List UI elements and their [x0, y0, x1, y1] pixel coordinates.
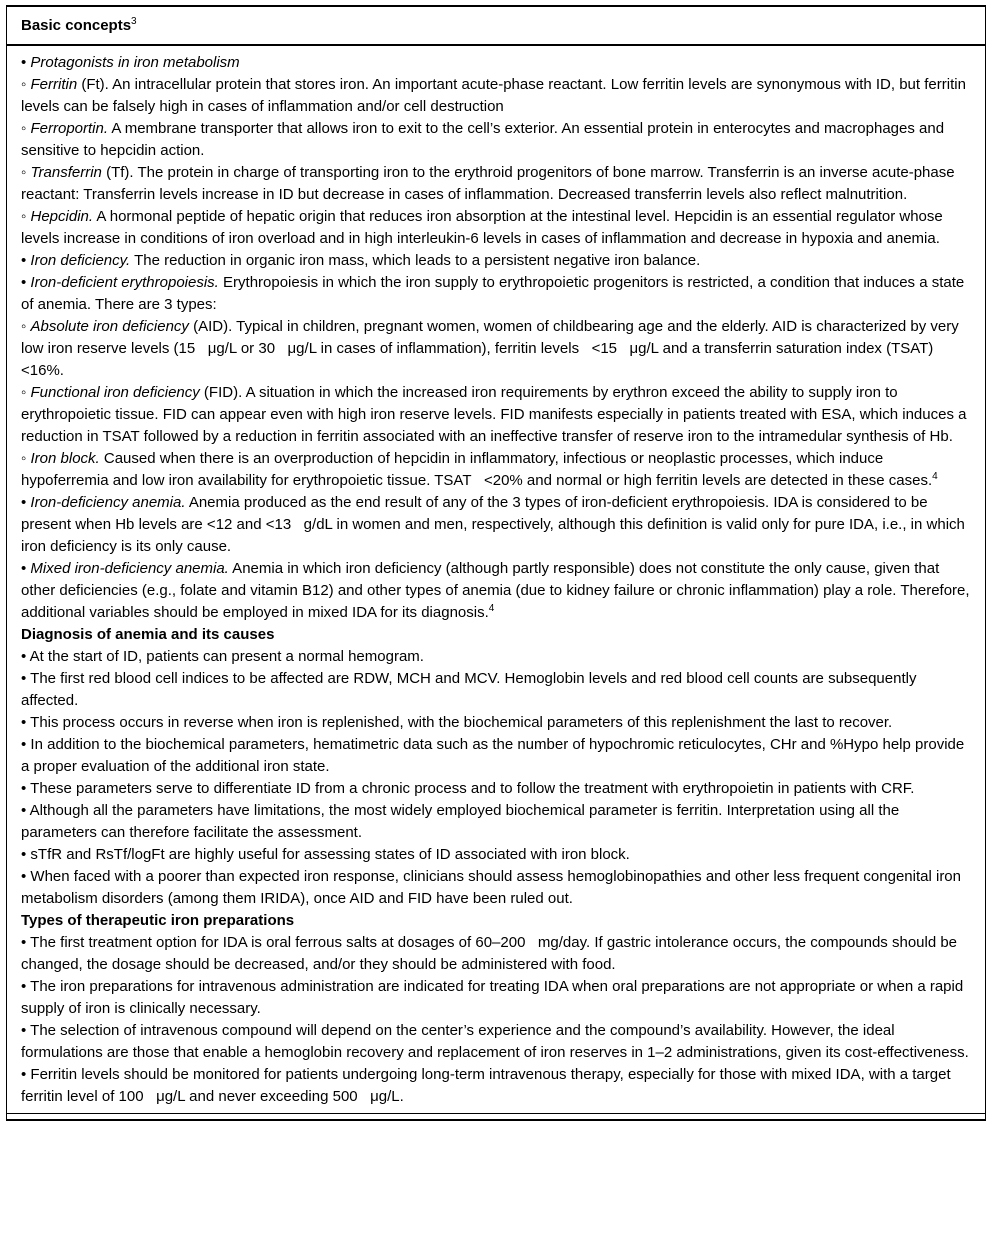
text-segment: At the start of ID, patients can present a normal hemogram. [29, 648, 424, 665]
term-text: Iron block. [30, 450, 100, 467]
text-segment: Diagnosis of anemia and its causes [21, 626, 275, 643]
text-segment: A membrane transporter that allows iron to exit to the cell’s exterior. An essential protein in enterocytes and macrophages and sensitive to hepcidin action. [21, 120, 945, 159]
text-segment: When faced with a poorer than expected iron response, clinicians should assess hemoglobinopathies and other less frequent congenital iron metabolism disorders (among them IRIDA), once AID and FID have been ruled out. [21, 868, 961, 907]
bullet-marker: • [21, 274, 31, 291]
text-segment: The first red blood cell indices to be affected are RDW, MCH and MCV. Hemoglobin levels and red blood cell counts are subsequently affected. [21, 670, 917, 709]
list-item [21, 932, 971, 976]
bullet-marker: • [21, 934, 31, 951]
text-segment: Erythropoiesis in which the iron supply to erythropoietic progenitors is restricted, a condition that induces a state of anemia. There are 3 types: [21, 274, 965, 313]
bullet-marker: • [21, 494, 31, 511]
text-segment: The iron preparations for intravenous administration are indicated for treating IDA when oral preparations are not appropriate or when a rapid supply of iron is clinically necessary. [21, 978, 964, 1017]
bullet-marker: • [21, 54, 31, 71]
text-segment: (AID). Typical in children, pregnant women, women of childbearing age and the elderly. AID is characterized by very low iron reserve levels (15 μg/L or 30 μg/L in cases of inflammation), ferritin levels <15 μg/L and a transferrin saturation index (TSAT) <16%. [21, 318, 959, 379]
list-item [21, 976, 971, 1020]
text-segment: The selection of intravenous compound will depend on the center’s experience and the compound’s availability. However, the ideal formulations are those that enable a hemoglobin recovery and replacement of iron reserves in 1–2 administrations, given its cost-effectiveness. [21, 1022, 969, 1061]
term-text: Ferritin [30, 76, 78, 93]
term-text: Ferroportin. [30, 120, 109, 137]
bullet-marker: • [21, 670, 31, 687]
table-header [7, 7, 985, 46]
list-item [21, 272, 971, 316]
text-segment: A hormonal peptide of hepatic origin that reduces iron absorption at the intestinal level. Hepcidin is an essential regulator whose levels increase in conditions of iron overload and in high interleukin-6 levels in cases of inflammation and decrease in hypoxia and anemia. [21, 208, 943, 247]
list-item [21, 118, 971, 162]
text-segment: (Ft). An intracellular protein that stores iron. An important acute-phase reactant. Low ferritin levels are synonymous with ID, but ferritin levels can be falsely high in cases of inflammation and/or cell destruction [21, 76, 966, 115]
table-title: Basic concepts [21, 17, 132, 34]
bullet-marker: • [21, 560, 31, 577]
bullet-marker: • [21, 648, 30, 665]
footnote-ref: 4 [932, 471, 938, 482]
section-heading [21, 624, 971, 646]
bullet-marker: • [21, 868, 31, 885]
bullet-marker: • [21, 978, 31, 995]
text-segment: This process occurs in reverse when iron is replenished, with the biochemical parameters of this replenishment the last to recover. [30, 714, 893, 731]
text-segment: (FID). A situation in which the increased iron requirements by erythron exceed the ability to supply iron to erythropoietic tissue. FID can appear even with high iron reserve levels. FID manifests especially in patients treated with ESA, which induces a reduction in TSAT followed by a reduction in ferritin associated with an ineffective transfer of reserve iron to the intramedular synthesis of Hb. [21, 384, 967, 445]
table-body [7, 46, 985, 1113]
bullet-marker: • [21, 780, 31, 797]
list-item [21, 448, 971, 492]
text-segment: Ferritin levels should be monitored for patients undergoing long-term intravenous therapy, especially for those with mixed IDA, with a target ferritin level of 100 μg/L and never exceeding 500 μg/L. [21, 1066, 951, 1105]
bullet-marker: • [21, 846, 31, 863]
bottom-rule-gap [7, 1114, 985, 1119]
circle-marker: ◦ [21, 76, 31, 93]
text-segment: Anemia in which iron deficiency (although partly responsible) does not constitute the only cause, given that other deficiencies (e.g., folate and vitamin B12) and other types of anemia (due to kidney failure or chronic inflammation) play a role. Therefore, additional variables should be employed in mixed IDA for its diagnosis. [21, 560, 970, 621]
circle-marker: ◦ [21, 164, 31, 181]
term-text: Protagonists in iron metabolism [30, 54, 240, 71]
list-item [21, 668, 971, 712]
term-text: Iron-deficient erythropoiesis. [30, 274, 219, 291]
list-item [21, 734, 971, 778]
text-segment: Anemia produced as the end result of any of the 3 types of iron-deficient erythropoiesis. IDA is considered to be present when Hb levels are <12 and <13 g/dL in women and men, respectively, although this definition is valid only for pure IDA, i.e., in which iron deficiency is its only cause. [21, 494, 965, 555]
list-item [21, 646, 971, 668]
text-segment: These parameters serve to differentiate ID from a chronic process and to follow the treatment with erythropoietin in patients with CRF. [30, 780, 915, 797]
list-item [21, 162, 971, 206]
text-segment: Types of therapeutic iron preparations [21, 912, 295, 929]
list-item [21, 800, 971, 844]
text-segment: Although all the parameters have limitations, the most widely employed biochemical parameter is ferritin. Interpretation using all the parameters can therefore facilitate the assessment. [21, 802, 900, 841]
circle-marker: ◦ [21, 384, 31, 401]
list-item [21, 778, 971, 800]
list-item [21, 206, 971, 250]
concepts-table [6, 5, 986, 1121]
circle-marker: ◦ [21, 120, 31, 137]
circle-marker: ◦ [21, 208, 31, 225]
list-item [21, 74, 971, 118]
text-segment: Caused when there is an overproduction of hepcidin in inflammatory, infectious or neoplastic processes, which induce hypoferremia and low iron availability for erythropoietic tissue. TSAT <20% and normal or high ferritin levels are detected in these cases. [21, 450, 933, 489]
bullet-marker: • [21, 1022, 31, 1039]
bullet-marker: • [21, 714, 31, 731]
term-text: Iron deficiency. [30, 252, 131, 269]
list-item [21, 492, 971, 558]
bullet-marker: • [21, 252, 31, 269]
list-item [21, 382, 971, 448]
bullet-marker: • [21, 1066, 31, 1083]
bullet-marker: • [21, 802, 30, 819]
list-item [21, 712, 971, 734]
text-segment: sTfR and RsTf/logFt are highly useful for assessing states of ID associated with iron block. [30, 846, 630, 863]
list-item [21, 52, 971, 74]
term-text: Absolute iron deficiency [30, 318, 189, 335]
text-segment: In addition to the biochemical parameters, hematimetric data such as the number of hypochromic reticulocytes, CHr and %Hypo help provide a proper evaluation of the additional iron state. [21, 736, 965, 775]
section-heading [21, 910, 971, 932]
list-item [21, 558, 971, 624]
text-segment: The reduction in organic iron mass, which leads to a persistent negative iron balance. [130, 252, 701, 269]
circle-marker: ◦ [21, 318, 31, 335]
term-text: Iron-deficiency anemia. [30, 494, 186, 511]
term-text: Mixed iron-deficiency anemia. [30, 560, 229, 577]
list-item [21, 1064, 971, 1108]
term-text: Hepcidin. [30, 208, 94, 225]
table-title-footnote-ref: 3 [131, 16, 137, 27]
term-text: Transferrin [30, 164, 102, 181]
term-text: Functional iron deficiency [30, 384, 200, 401]
text-segment: (Tf). The protein in charge of transporting iron to the erythroid progenitors of bone marrow. Transferrin is an inverse acute-phase reactant: Transferrin levels increase in ID but decrease in cases of inflammation. Decreased transferrin levels also reflect malnutrition. [21, 164, 955, 203]
footnote-ref: 4 [488, 603, 495, 614]
text-segment: The first treatment option for IDA is oral ferrous salts at dosages of 60–200 mg/day. If gastric intolerance occurs, the compounds should be changed, the dosage should be decreased, and/or they should be administered with food. [21, 934, 958, 973]
list-item [21, 866, 971, 910]
list-item [21, 844, 971, 866]
bullet-marker: • [21, 736, 31, 753]
list-item [21, 1020, 971, 1064]
circle-marker: ◦ [21, 450, 31, 467]
list-item [21, 316, 971, 382]
list-item [21, 250, 971, 272]
